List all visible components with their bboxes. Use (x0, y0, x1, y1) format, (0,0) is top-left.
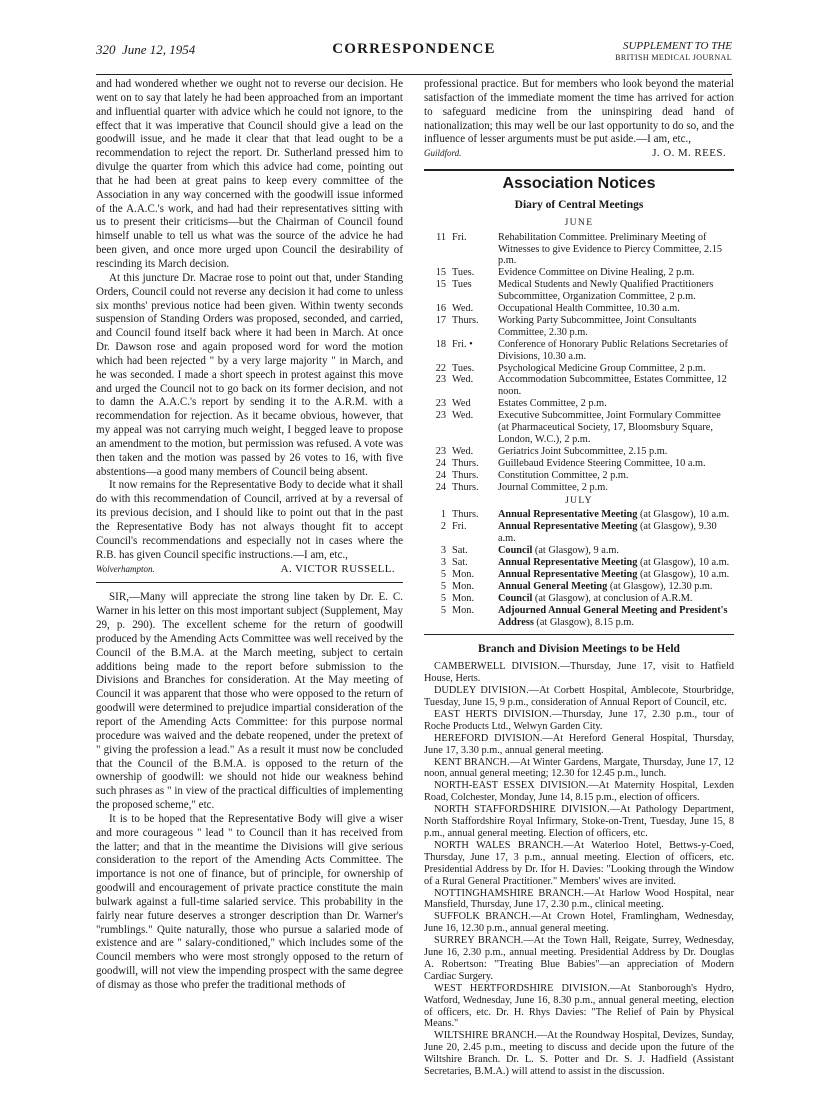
entry-day: 5 (440, 580, 446, 592)
branch-meeting (424, 804, 734, 840)
branch-details: —At the Roundway Hospital, Devizes, Sunday, June 20, 2.45 p.m., meeting to discuss and decide upon the future of the Wiltshire Branch. Dr. L. S. Potter and Dr. S. J. Hadfield (Assistant Secretaries, B.M.A.) will attend to assist in the discussion. (424, 1030, 734, 1078)
entry-bold-title: Annual Representative Meeting (498, 557, 638, 568)
branch-details: —At Harlow Wood Hospital, near Mansfield, Thursday, June 17, 2.30 p.m., clinical meeting. (424, 887, 735, 911)
entry-weekday: Tues (452, 279, 472, 291)
entry-text: Occupational Health Committee, 10.30 a.m. (498, 303, 680, 315)
entry-weekday: Wed. (452, 303, 474, 315)
entry-bold-title: Adjourned Annual General Meeting and President's Address (498, 604, 728, 628)
signature-place: Guildford. (424, 148, 462, 159)
branch-name: NOTTINGHAMSHIRE BRANCH. (434, 887, 584, 899)
entry-day: 23 (435, 398, 446, 410)
entry-text: Constitution Committee, 2 p.m. (498, 469, 629, 481)
branch-details: —At Waterloo Hotel, Bettws-y-Coed, Thursday, June 17, 3 p.m., annual meeting. Election of officers, etc. Presidential Address by Dr. Ifor H. Davies: "Looking through the Window of a Rural General Practitioner." Members' wives are invited. (424, 839, 734, 887)
branch-name: SURREY BRANCH. (434, 935, 524, 947)
entry-day: 16 (435, 303, 446, 315)
entry-weekday: Thurs. (452, 314, 479, 326)
entry-bold-title: Annual Representative Meeting (498, 521, 638, 533)
letter-paragraph: It now remains for the Representative Body to decide what it shall do with this recommendation of Council, arrived at by a reversal of its previous decision, and I should like to point out that in the past the Representative Body has not always thought fit to accept Council's recommendations and especially not in cases where the R.B. has given Council specific instructions.—I am, etc., (96, 479, 403, 561)
diary-entry (424, 339, 734, 363)
entry-day: 3 (440, 557, 446, 568)
entry-day: 24 (435, 481, 446, 493)
entry-text: (at Glasgow), 8.15 p.m. (533, 616, 634, 628)
branch-meeting (424, 709, 734, 733)
branch-name: NORTH-EAST ESSEX DIVISION. (434, 780, 589, 792)
entry-bold-title: Council (498, 592, 533, 604)
diary-entry (424, 446, 734, 458)
entry-weekday: Tues. (452, 267, 475, 279)
branch-details: —At Pathology Department, North Staffordshire Royal Infirmary, Stoke-on-Trent, Tuesday, June 15, 8 p.m., annual general meeting. Election of officers, etc. (424, 804, 734, 839)
salutation: SIR, (109, 591, 129, 604)
entry-weekday: Wed (452, 398, 471, 410)
letter-paragraph: and had wondered whether we ought not to reverse our decision. He went on to say that lately he had been approached from an important and influential quarter with advice which he could not ignore, to the effect that it was imperative that Council should give a lead on the goodwill issue, and he made it clear that that lead ought to be a recommendation to reject the report. Dr. Sutherland pressed him to divulge the quarter from which this advice had come, pointing out that he had been at great pains to keep every committee of the Association in any way concerned with the goodwill issue informed of the A.A.C.'s work, and had had their representatives sitting with us to present their criticisms—but the Chairman of Council found himself unable to tell us what was the source of the advice he had been given, and once more urged upon Council the desirability of rescinding its March decision. (96, 78, 403, 270)
entry-description (498, 482, 734, 494)
entry-day: 24 (435, 457, 446, 469)
branch-details: —At Winter Gardens, Margate, Thursday, June 17, 12 noon, annual general meeting; 12.30 for 12.45 p.m., lunch. (424, 756, 734, 780)
branch-name: WEST HERTFORDSHIRE DIVISION. (434, 982, 610, 994)
entry-day: 3 (440, 545, 446, 557)
diary-entry (424, 279, 734, 303)
diary-entry (424, 315, 734, 339)
entry-text: Estates Committee, 2 p.m. (498, 398, 607, 410)
branch-name: NORTH STAFFORDSHIRE DIVISION. (434, 804, 610, 816)
diary-entry (424, 398, 734, 410)
supplement-line: SUPPLEMENT TO THE (622, 40, 732, 52)
entry-text: Executive Subcommittee, Joint Formulary Committee (at Pharmaceutical Society, 17, Bloomsbury Square, London, W.C.), 2 p.m. (498, 410, 721, 445)
branch-meetings-list (424, 661, 734, 1078)
branch-details: —Thursday, June 17, visit to Hatfield House, Herts. (424, 661, 734, 685)
branch-meeting (424, 661, 734, 685)
branch-meeting (424, 757, 734, 781)
right-column (424, 78, 734, 1078)
entry-text: Journal Committee, 2 p.m. (498, 481, 608, 493)
diary-entry (424, 557, 734, 569)
july-diary-list (424, 509, 734, 628)
letter-continuation: professional practice. But for members who look beyond the material satisfaction of the immediate moment the time has arrived for action to safeguard medicine from the uninspiring dead hand of nationalization; this may well be our last opportunity to do so, and the influence of lesser arguments must be put aside.—I am, etc., (424, 78, 734, 146)
entry-text: (at Glasgow), 10 a.m. (637, 568, 730, 580)
entry-description (498, 410, 734, 446)
section-divider (424, 169, 734, 171)
entry-day: 1 (440, 509, 446, 521)
issue-date: June 12, 1954 (122, 42, 196, 57)
entry-weekday: Fri. (452, 231, 467, 243)
entry-day: 24 (435, 469, 446, 481)
entry-description (498, 339, 734, 363)
entry-bold-title: Annual General Meeting (498, 580, 608, 592)
entry-weekday: Thurs. (452, 469, 479, 481)
entry-text: Conference of Honorary Public Relations Secretaries of Divisions, 10.30 a.m. (498, 338, 728, 362)
diary-entry (424, 374, 734, 398)
month-label-june: JUNE (564, 217, 594, 228)
diary-entry (424, 545, 734, 557)
entry-text: Evidence Committee on Divine Healing, 2 p.m. (498, 267, 695, 279)
branch-meeting (424, 983, 734, 1031)
entry-text: Medical Students and Newly Qualified Practitioners Subcommittee, Organization Committee, 2 p.m. (498, 279, 714, 303)
branch-name: HEREFORD DIVISION. (434, 732, 543, 744)
diary-entry (424, 509, 734, 521)
entry-day: 2 (440, 521, 446, 533)
entry-text: (at Glasgow), 12.30 p.m. (607, 580, 713, 592)
entry-weekday: Sat. (452, 545, 468, 557)
branch-name: CAMBERWELL DIVISION. (434, 661, 560, 673)
month-label-july: JULY (565, 495, 593, 506)
entry-description (498, 593, 734, 605)
diary-entry (424, 232, 734, 268)
entry-day: 23 (435, 410, 446, 422)
diary-entry (424, 303, 734, 315)
paragraph-text: —Many will appreciate the strong line taken by Dr. E. C. Warner in his letter on this most important subject (Supplement, May 29, p. 290). The excellent scheme for the return of goodwill produced by the Amending Acts Committee was well received by the Council of the B.M.A. at the March meeting, subject to certain additions being made to the report before submission to the Divisions and Branches for consideration. At the May meeting of Council it was apparent that those who were opposed to the return of goodwill were determined to prejudice impartial consideration of the report of the Amending Acts Committee: for this purpose normal procedure was waived and the debate reopened, under the pretext of " giving the profession a lead." As a result it must now be concluded that the Council of the B.M.A. is opposed to the return of the ownership of goodwill: we should not hide our weakness behind such phrases as " in view of the practical difficulties of implementing the proposed scheme," etc. (96, 591, 403, 812)
diary-entry (424, 470, 734, 482)
notices-title: Association Notices (502, 175, 656, 193)
entry-day: 11 (436, 231, 446, 243)
signature-author: A. VICTOR RUSSELL. (280, 562, 395, 575)
branch-details: —At Corbett Hospital, Amblecote, Stourbridge, Tuesday, June 15, 9 p.m., consideration of Annual Report of Council, etc. (424, 685, 734, 708)
branch-details: —At Maternity Hospital, Lexden Road, Colchester, Monday, June 14, 8.15 p.m., election of officers. (424, 780, 734, 804)
entry-description (498, 458, 734, 470)
entry-weekday: Mon. (452, 568, 475, 580)
diary-entry (424, 581, 734, 593)
branch-meeting (424, 840, 734, 888)
section-title: CORRESPONDENCE (332, 41, 496, 57)
entry-description (498, 374, 734, 398)
branch-meeting (424, 733, 734, 757)
entry-weekday: Wed. (452, 374, 474, 386)
entry-text: Psychological Medicine Group Committee, 2 p.m. (498, 362, 706, 374)
branch-meeting (424, 935, 734, 983)
entry-description (498, 315, 734, 339)
entry-weekday: Fri. • (452, 338, 473, 350)
diary-entry (424, 363, 734, 375)
entry-description (498, 569, 734, 581)
diary-entry (424, 267, 734, 279)
branch-name: NORTH WALES BRANCH. (434, 839, 564, 851)
entry-day: 5 (440, 604, 446, 616)
entry-day: 23 (435, 445, 446, 457)
entry-weekday: Thurs. (452, 457, 479, 469)
entry-text: (at Glasgow), 9.30 a.m. (498, 521, 717, 545)
diary-entry (424, 569, 734, 581)
entry-description (498, 470, 734, 482)
entry-weekday: Wed. (452, 445, 474, 457)
entry-description (498, 398, 734, 410)
diary-entry (424, 410, 734, 446)
journal-line: BRITISH MEDICAL JOURNAL (615, 53, 732, 62)
branch-name: KENT BRANCH. (434, 756, 510, 768)
branch-details: —At Crown Hotel, Framlingham, Wednesday, June 16, 12.30 p.m., annual general meeting. (424, 911, 735, 935)
entry-bold-title: Council (498, 545, 533, 557)
diary-entry (424, 605, 734, 629)
entry-text: (at Glasgow), 10 a.m. (637, 509, 730, 521)
entry-description (498, 521, 734, 545)
branch-meeting (424, 911, 734, 935)
entry-description (498, 557, 734, 569)
journal-name (615, 41, 732, 63)
entry-text: (at Glasgow), at conclusion of A.R.M. (532, 592, 693, 604)
entry-description (498, 545, 734, 557)
entry-description (498, 232, 734, 268)
entry-text: (at Glasgow), 9 a.m. (532, 545, 619, 557)
entry-text: (at Glasgow), 10 a.m. (637, 557, 730, 568)
page-header (96, 40, 732, 75)
entry-text: Working Party Subcommittee, Joint Consultants Committee, 2.30 p.m. (498, 314, 697, 338)
branch-meeting (424, 1030, 734, 1078)
branch-name: SUFFOLK BRANCH. (434, 911, 531, 923)
branch-details: —Thursday, June 17, 2.30 p.m., tour of Roche Products Ltd., Welwyn Garden City. (424, 708, 734, 732)
entry-bold-title: Annual Representative Meeting (498, 568, 638, 580)
divider (424, 634, 734, 635)
entry-text: Rehabilitation Committee. Preliminary Meeting of Witnesses to give Evidence to Piercy Committee, 2.15 p.m. (498, 231, 723, 267)
entry-weekday: Mon. (452, 580, 475, 592)
diary-entry (424, 521, 734, 545)
branch-meeting (424, 780, 734, 804)
entry-description (498, 605, 734, 629)
letter-rees (96, 591, 403, 992)
branch-details: —At Stanborough's Hydro, Watford, Wednesday, June 16, 8.30 p.m., annual general meeting, election of officers, etc. Dr. H. Rhys Davies: "The Relief of Pain by Physical Means." (424, 982, 734, 1030)
entry-weekday: Tues. (452, 362, 475, 374)
entry-text: Geriatrics Joint Subcommittee, 2.15 p.m. (498, 445, 668, 457)
entry-description (498, 363, 734, 375)
entry-day: 23 (435, 374, 446, 386)
letter-paragraph: At this juncture Dr. Macrae rose to point out that, under Standing Orders, Council could not reverse any decision it had come to unless six months' previous notice had been given. Within twenty seconds suspension of Standing Orders was proposed, seconded, and carried, and Council found itself back where it had been in March. At once Dr. Dawson rose and again proposed word for word the motion which had been rejected " by a very large majority " in March, and he was seconded. I made a short speech in protest against this move and urged the Council not to go back on its former decision, and not to damn the A.A.C.'s report by sending it to the A.R.M. with a recommendation for rejection. As it became obvious, however, that my appeal was not carrying much weight, I begged leave to propose an amendment to the motion, but permission was refused. A vote was then taken and the motion was passed by 26 votes to 16, with five abstentions—a good many members of Council being absent. (96, 271, 403, 478)
diary-entry (424, 593, 734, 605)
diary-entry (424, 482, 734, 494)
entry-weekday: Fri. (452, 521, 467, 533)
branch-title: Branch and Division Meetings to be Held (478, 643, 680, 656)
signature-place: Wolverhampton. (96, 563, 155, 574)
signature-block (424, 147, 734, 161)
signature-block (96, 563, 403, 577)
diary-title: Diary of Central Meetings (514, 198, 644, 211)
entry-weekday: Mon. (452, 592, 475, 604)
entry-day: 18 (435, 338, 446, 350)
branch-meeting (424, 888, 734, 912)
june-diary-list (424, 232, 734, 494)
entry-day: 17 (435, 314, 446, 326)
entry-description (498, 267, 734, 279)
entry-description (498, 303, 734, 315)
entry-description (498, 446, 734, 458)
entry-text: Guillebaud Evidence Steering Committee, 10 a.m. (498, 457, 706, 469)
branch-details: —At Hereford General Hospital, Thursday, June 17, 3.30 p.m., annual general meeting. (424, 732, 734, 756)
branch-details: —At the Town Hall, Reigate, Surrey, Wednesday, June 16, 2.30 p.m., annual meeting. Presidential Address by Dr. Douglas A. Robertson: "Treating Blue Babies"—an appreciation of Modern Cardiac Surgery. (424, 935, 734, 982)
entry-day: 15 (435, 267, 446, 279)
branch-name: DUDLEY DIVISION. (434, 685, 529, 697)
entry-description (498, 509, 734, 521)
diary-entry (424, 458, 734, 470)
branch-name: EAST HERTS DIVISION. (434, 708, 552, 720)
left-column (96, 78, 403, 993)
page-number: 320 (96, 42, 116, 57)
letter-paragraph (96, 591, 403, 813)
entry-day: 22 (435, 362, 446, 374)
branch-name: WILTSHIRE BRANCH. (434, 1030, 537, 1042)
letter-paragraph: It is to be hoped that the Representative Body will give a wiser and more courageous " lead " to Council than it has received from the latter; and that in the meantime the Divisions will give serious consideration to the report of the Amending Acts Committee. The importance is not one of finance, but of principle, for ownership of goodwill and encouragement of private practice constitute the main bulwark against a full-time salaried service. This probability in the fairly near future deserves a stronger description than Dr. Warner's "rumblings." Quite naturally, those who pursue a salaried mode of existence and are " salary-conditioned," which includes some of the Council members who were most strongly opposed to the return of goodwill, will not view the impending prospect with the same degree of dismay as those who prefer the traditional methods of (96, 812, 403, 991)
entry-bold-title: Annual Representative Meeting (498, 509, 638, 521)
signature-author: J. O. M. REES. (652, 147, 726, 160)
entry-description (498, 279, 734, 303)
entry-weekday: Thurs. (452, 481, 479, 493)
entry-text: Accommodation Subcommittee, Estates Committee, 12 noon. (498, 374, 727, 398)
divider (96, 582, 403, 583)
entry-day: 5 (440, 592, 446, 604)
entry-day: 5 (440, 568, 446, 580)
entry-day: 15 (435, 279, 446, 291)
entry-weekday: Mon. (452, 604, 475, 616)
letter-russell (96, 78, 403, 576)
entry-weekday: Wed. (452, 410, 474, 422)
entry-description (498, 581, 734, 593)
branch-meeting (424, 685, 734, 709)
entry-weekday: Thurs. (452, 509, 479, 521)
entry-weekday: Sat. (452, 557, 468, 568)
